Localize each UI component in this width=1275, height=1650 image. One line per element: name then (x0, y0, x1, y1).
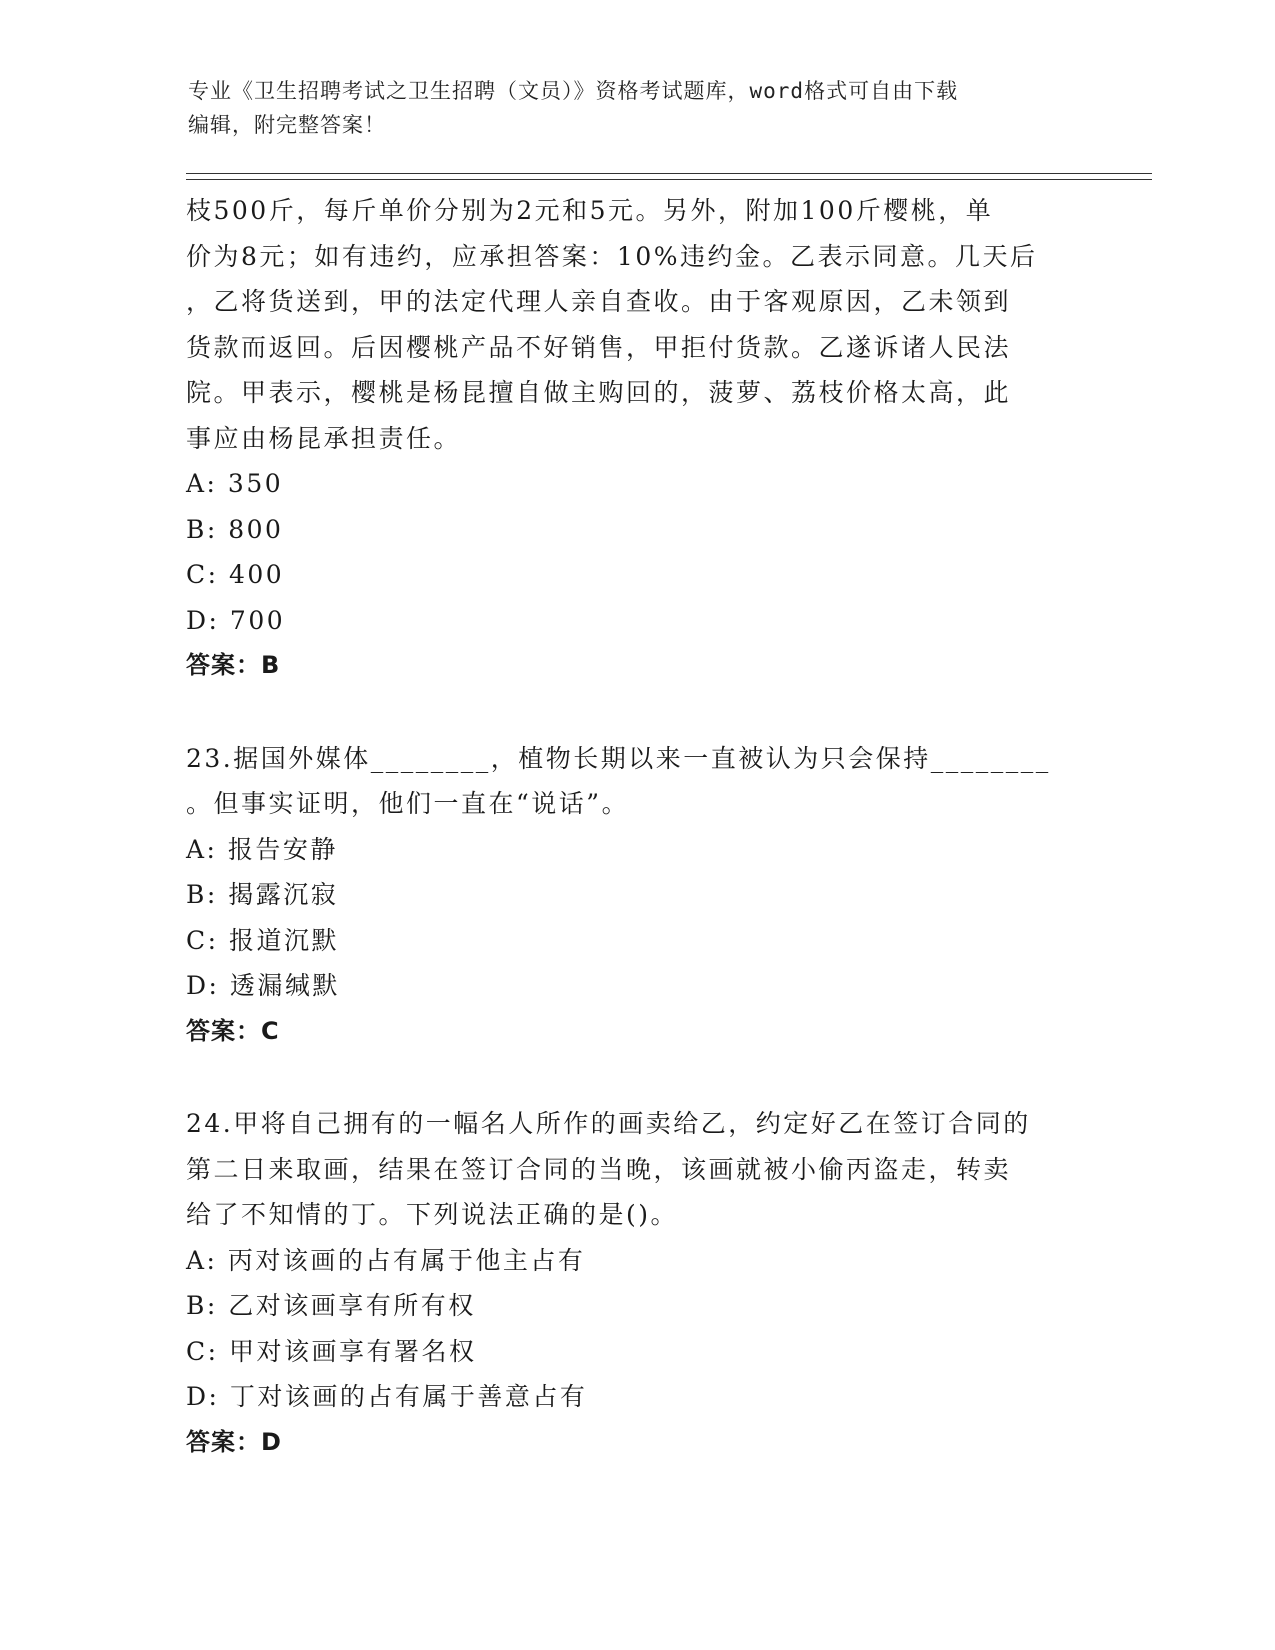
answer: 答案：D (186, 1427, 282, 1456)
question-text-line: 院。甲表示，樱桃是杨昆擅自做主购回的，菠萝、荔枝价格太高，此 (186, 378, 1012, 407)
option-a: A: 350 (186, 469, 284, 498)
question-text-line: 24.甲将自己拥有的一幅名人所作的画卖给乙，约定好乙在签订合同的 (186, 1109, 1031, 1138)
option-c: C: 报道沉默 (186, 925, 339, 955)
question-text-line: 事应由杨昆承担责任。 (186, 423, 462, 453)
option-c: C: 400 (186, 560, 285, 589)
spacer (186, 1054, 1086, 1101)
question-text-line: 枝500斤，每斤单价分别为2元和5元。另外，附加100斤樱桃，单 (186, 196, 994, 225)
header-rule-bottom (186, 179, 1152, 180)
option-b: B: 乙对该画享有所有权 (186, 1291, 476, 1320)
header-line-2: 编辑，附完整答案！ (188, 113, 386, 137)
option-a: A: 丙对该画的占有属于他主占有 (186, 1245, 586, 1275)
question-23 (186, 736, 1086, 1055)
question-text-line: 。但事实证明，他们一直在“说话”。 (186, 789, 630, 818)
option-d: D: 700 (186, 605, 286, 635)
document-body (186, 188, 1086, 1465)
question-24 (186, 1101, 1086, 1465)
question-text-line: 价为8元；如有违约，应承担答案：10%违约金。乙表示同意。几天后 (186, 241, 1038, 271)
spacer (186, 689, 1086, 736)
option-c: C: 甲对该画享有署名权 (186, 1336, 477, 1366)
document-header (188, 74, 1068, 142)
question-22 (186, 188, 1086, 689)
answer: 答案：B (186, 651, 281, 679)
question-text-line: 23.据国外媒体________，植物长期以来一直被认为只会保持________ (186, 743, 1051, 773)
question-text-line: 第二日来取画，结果在签订合同的当晚，该画就被小偷丙盗走，转卖 (186, 1154, 1012, 1184)
answer: 答案：C (186, 1016, 280, 1045)
option-b: B: 800 (186, 514, 284, 544)
question-text-line: ，乙将货送到，甲的法定代理人亲自查收。由于客观原因，乙未领到 (186, 287, 1012, 316)
question-text-line: 给了不知情的丁。下列说法正确的是()。 (186, 1200, 679, 1229)
header-rule-top (186, 173, 1152, 174)
option-b: B: 揭露沉寂 (186, 880, 339, 909)
option-a: A: 报告安静 (186, 834, 338, 864)
header-line-1: 专业《卫生招聘考试之卫生招聘（文员）》资格考试题库，word格式可自由下载 (188, 79, 959, 103)
question-text-line: 货款而返回。后因樱桃产品不好销售，甲拒付货款。乙遂诉诸人民法 (186, 332, 1012, 362)
option-d: D: 丁对该画的占有属于善意占有 (186, 1382, 588, 1411)
option-d: D: 透漏缄默 (186, 971, 340, 1000)
